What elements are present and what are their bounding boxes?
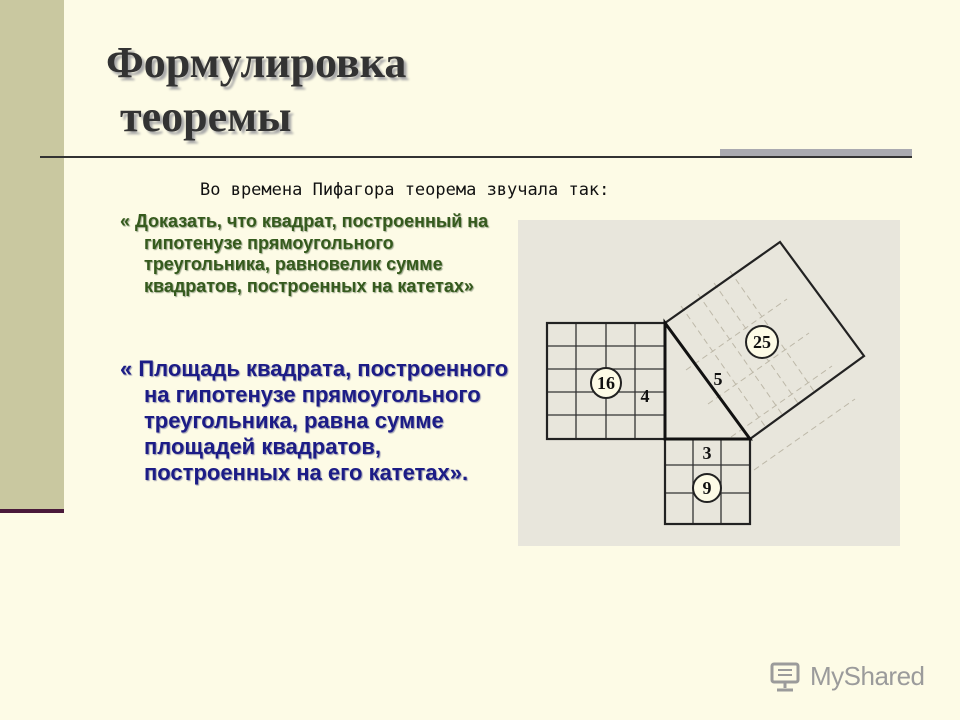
area-label-16: 16	[597, 373, 615, 393]
sidebar-band	[0, 0, 64, 512]
area-label-9: 9	[702, 478, 712, 498]
side-label-5: 5	[713, 369, 723, 389]
area-label-25: 25	[753, 332, 771, 352]
watermark-brand: MyShared	[810, 660, 925, 691]
side-label-3: 3	[702, 443, 712, 463]
title-line-2: теоремы	[120, 92, 292, 141]
myshared-logo-icon	[768, 659, 802, 693]
intro-text: Во времена Пифагора теорема звучала так:	[200, 180, 610, 200]
quote-original: « Доказать, что квадрат, построенный на гипотенузе прямоугольного треугольника, равновелик сумме квадратов, построенных на катетах»	[120, 211, 489, 296]
title-rule	[40, 156, 912, 158]
right-triangle	[665, 323, 750, 439]
watermark	[768, 656, 925, 696]
pythagoras-figure	[518, 220, 900, 546]
side-label-4: 4	[640, 386, 650, 406]
quote-modern: « Площадь квадрата, построенного на гипотенузе прямоугольного треугольника, равна сумме площадей квадратов, построенных на его катетах».	[120, 356, 509, 485]
pythagoras-diagram	[518, 220, 900, 546]
sidebar-accent-line	[0, 509, 64, 513]
title-line-1: Формулировка	[106, 38, 407, 87]
slide-title	[106, 36, 406, 144]
